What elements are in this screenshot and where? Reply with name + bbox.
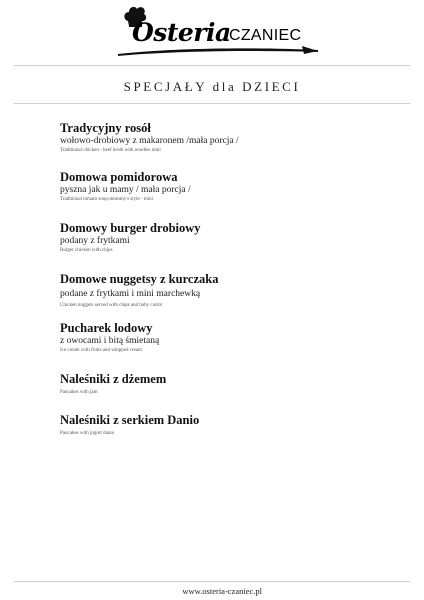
menu-item-english: Pancakes with jogurt danio [60, 431, 115, 436]
menu-item-name: Naleśniki z serkiem Danio [60, 413, 200, 427]
logo-name: Osteria [132, 18, 231, 47]
menu-item [60, 121, 390, 154]
logo-swoosh [112, 44, 324, 58]
logo-city: CZANIEC [229, 27, 302, 44]
header-divider-bottom [14, 103, 410, 104]
menu-item-english: Ice cream with fruits and whipped cream [60, 348, 142, 353]
footer-divider [14, 581, 410, 582]
menu-item-description: wołowo-drobiowy z makaronem /mała porcja / [60, 136, 239, 146]
menu-item [60, 272, 390, 309]
menu-item-english: Burger chicken with chips [60, 248, 113, 253]
menu-item-name: Domowy burger drobiowy [60, 221, 201, 235]
menu-item [60, 321, 390, 354]
menu-item [60, 170, 390, 203]
footer-website-link[interactable]: www.osteria-czaniec.pl [182, 586, 262, 596]
logo [112, 4, 324, 56]
menu-item-description: podane z frytkami i mini marchewką [60, 289, 201, 299]
menu-item-description: z owocami i bitą śmietaną [60, 336, 160, 346]
menu-item [60, 372, 390, 396]
menu-item-english: Chicken nuggets served with chips and baby carrot [60, 303, 163, 308]
menu-item-name: Domowe nuggetsy z kurczaka [60, 272, 219, 286]
menu-item-name: Tradycyjny rosół [60, 121, 151, 135]
header-divider-top [14, 65, 410, 66]
menu-item [60, 221, 390, 254]
menu-item-name: Pucharek lodowy [60, 321, 153, 335]
menu-item [60, 413, 390, 437]
menu-item-description: podany z frytkami [60, 236, 130, 246]
menu-item-name: Domowa pomidorowa [60, 170, 178, 184]
menu-item-english: Traditional chicken - beef broth with noodles mini [60, 148, 161, 153]
section-title: SPECJAŁY dla DZIECI [123, 79, 301, 94]
menu-item-name: Naleśniki z dżemem [60, 372, 167, 386]
menu-item-description: pyszna jak u mamy / mała porcja / [60, 185, 191, 195]
menu-item-english: Traditional tomato soup-mommy's style - mini [60, 197, 154, 202]
menu-item-english: Pancakes with jam [60, 390, 98, 395]
